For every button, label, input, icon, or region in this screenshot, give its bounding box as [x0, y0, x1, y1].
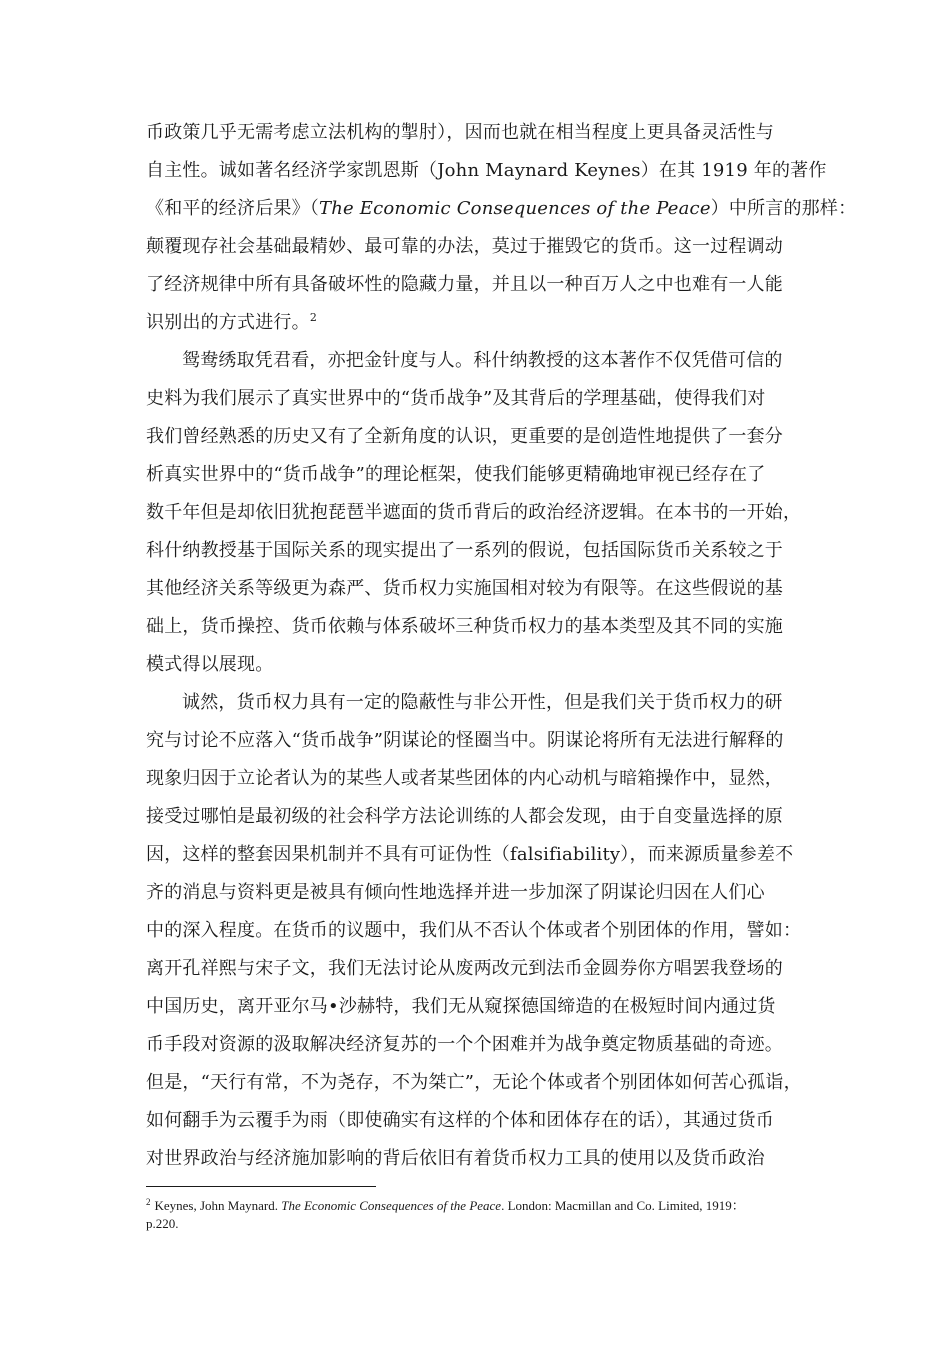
body-line	[146, 190, 857, 228]
quote-line	[146, 304, 826, 342]
body-line: 究与讨论不应落入“货币战争”阴谋论的怪圈当中。阴谋论将所有无法进行解释的	[146, 730, 784, 751]
body-line: 我们曾经熟悉的历史又有了全新角度的认识，更重要的是创造性地提供了一套分	[146, 426, 783, 447]
body-line: 如何翻手为云覆手为雨（即使确实有这样的个体和团体存在的话），其通过货币	[146, 1110, 774, 1131]
body-line: 诚然，货币权力具有一定的隐蔽性与非公开性，但是我们关于货币权力的研	[182, 692, 783, 713]
footnote-book-title: The Economic Consequences of the Peace	[281, 1198, 502, 1213]
footnote-line: p.220.	[146, 1216, 179, 1231]
body-line: 析真实世界中的“货币战争”的理论框架，使我们能够更精确地审视已经存在了	[146, 464, 766, 485]
body-line: 础上，货币操控、货币依赖与体系破坏三种货币权力的基本类型及其不同的实施	[146, 616, 783, 637]
body-line: 离开孔祥熙与宋子文，我们无法讨论从废两改元到法币金圆券你方唱罢我登场的	[146, 958, 783, 979]
body-line: 其他经济关系等级更为森严、货币权力实施国相对较为有限等。在这些假说的基	[146, 578, 783, 599]
body-line: 史料为我们展示了真实世界中的“货币战争”及其背后的学理基础，使得我们对	[146, 388, 766, 409]
book-title: The Economic Consequences of the Peace	[319, 198, 711, 219]
body-line: 接受过哪怕是最初级的社会科学方法论训练的人都会发现，由于自变量选择的原	[146, 806, 783, 827]
quote-line: 了经济规律中所有具备破坏性的隐藏力量，并且以一种百万人之中也难有一人能	[146, 274, 783, 295]
quote-line: 颠覆现存社会基础最精妙、最可靠的办法，莫过于摧毁它的货币。这一过程调动	[146, 236, 783, 257]
body-line: 币手段对资源的汲取解决经济复苏的一个个困难并为战争奠定物质基础的奇迹。	[146, 1034, 783, 1055]
body-line: 模式得以展现。	[146, 654, 274, 675]
body-line: 科什纳教授基于国际关系的现实提出了一系列的假说，包括国际货币关系较之于	[146, 540, 783, 561]
footnote-text: . London: Macmillan and Co. Limited, 1919：	[501, 1198, 745, 1213]
body-line: 因，这样的整套因果机制并不具有可证伪性（falsifiability），而来源质量参差不	[146, 844, 794, 865]
body-line: 鸳鸯绣取凭君看，亦把金针度与人。科什纳教授的这本著作不仅凭借可信的	[182, 350, 783, 371]
body-line: 齐的消息与资料更是被具有倾向性地选择并进一步加深了阴谋论归因在人们心	[146, 882, 765, 903]
footnote-reference[interactable]: 2	[309, 311, 318, 324]
body-text: ）中所言的那样：	[710, 198, 857, 219]
body-line: 中的深入程度。在货币的议题中，我们从不否认个体或者个别团体的作用，譬如：	[146, 920, 802, 941]
body-line: 数千年但是却依旧犹抱琵琶半遮面的货币背后的政治经济逻辑。在本书的一开始，	[146, 502, 802, 523]
body-text: 识别出的方式进行。	[146, 312, 310, 333]
footnote-line	[146, 1197, 826, 1215]
footnote-number: 2	[146, 1197, 151, 1207]
footnote-divider	[146, 1186, 376, 1187]
body-line: 中国历史，离开亚尔马•沙赫特，我们无从窥探德国缔造的在极短时间内通过货	[146, 996, 776, 1017]
body-line: 对世界政治与经济施加影响的背后依旧有着货币权力工具的使用以及货币政治	[146, 1148, 765, 1169]
body-line: 现象归因于立论者认为的某些人或者某些团体的内心动机与暗箱操作中，显然，	[146, 768, 783, 789]
body-line: 币政策几乎无需考虑立法机构的掣肘），因而也就在相当程度上更具备灵活性与	[146, 122, 774, 143]
body-line: 自主性。诚如著名经济学家凯恩斯（John Maynard Keynes）在其 1919 年的著作	[146, 160, 827, 181]
body-line: 但是，“天行有常，不为尧存，不为桀亡”，无论个体或者个别团体如何苦心孤诣，	[146, 1072, 802, 1093]
body-text: 《和平的经济后果》（	[146, 198, 319, 219]
footnote-text: Keynes, John Maynard.	[154, 1198, 282, 1213]
